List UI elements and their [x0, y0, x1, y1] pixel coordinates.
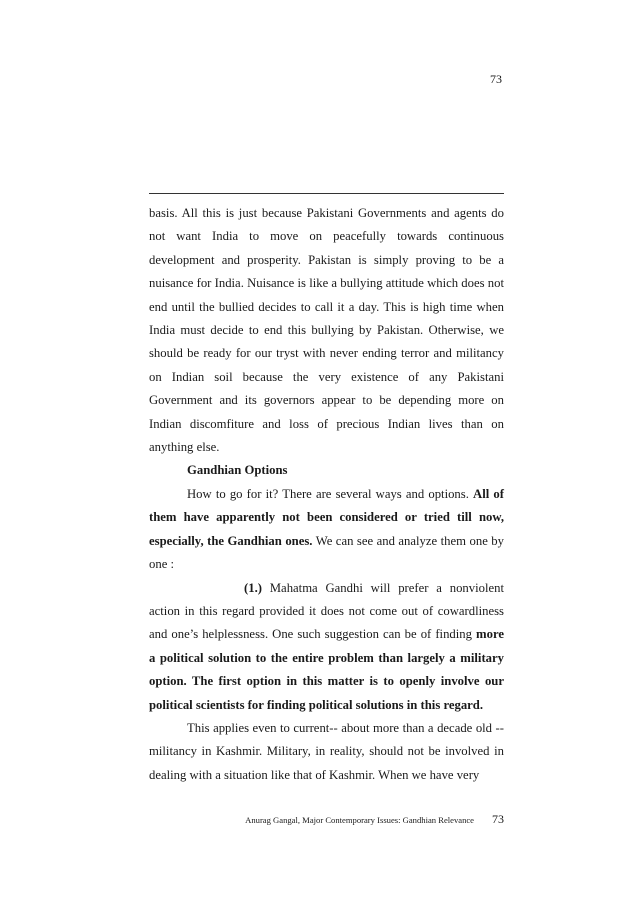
- page-body: [149, 202, 504, 787]
- paragraph-options-text: How to go for it? There are several ways and options.: [187, 486, 474, 501]
- paragraph-option-one-text: Mahatma Gandhi will prefer a nonviolent action in this regard provided it does not come out of cowardliness and one’s helplessness. One such suggestion can be of finding: [149, 580, 504, 642]
- paragraph-continuation: basis. All this is just because Pakistani Governments and agents do not want India to move on peacefully towards continuous development and prosperity. Pakistan is simply proving to be a nuisance for India. Nuisance is like a bullying attitude which does not end until the bullied decides to call it a day. This is high time when India must decide to end this bullying by Pakistan. Otherwise, we should be ready for our tryst with never ending terror and militancy on Indian soil because the very existence of any Pakistani Government and its governors appear to be depending more on Indian discomfiture and loss of precious Indian lives than on anything else.: [149, 206, 504, 455]
- page-footer: [200, 812, 504, 832]
- footer-citation: Anurag Gangal, Major Contemporary Issues: Gandhian Relevance: [245, 815, 474, 825]
- paragraph-option-one: [149, 577, 504, 717]
- paragraph-option-one-emphasis: more a political solution to the entire problem than largely a military option. The first option in this matter is to openly involve our political scientists for finding political solutions in this regard.: [149, 627, 504, 712]
- header-page-number: 73: [490, 72, 502, 86]
- paragraph-options-tail: We can see and analyze them one by one :: [149, 533, 504, 572]
- paragraph-options-emphasis: All of them have apparently not been considered or tried till now, especially, the Gandhian ones.: [149, 486, 504, 548]
- header-divider: [149, 193, 504, 194]
- paragraph-kashmir: This applies even to current-- about more than a decade old -- militancy in Kashmir. Military, in reality, should not be involved in dealing with a situation like that of Kashmir. When we have very: [149, 720, 504, 782]
- footer-page-number: 73: [492, 812, 504, 826]
- option-number: (1.): [244, 580, 262, 595]
- section-heading: Gandhian Options: [187, 463, 288, 478]
- paragraph-options: [149, 483, 504, 577]
